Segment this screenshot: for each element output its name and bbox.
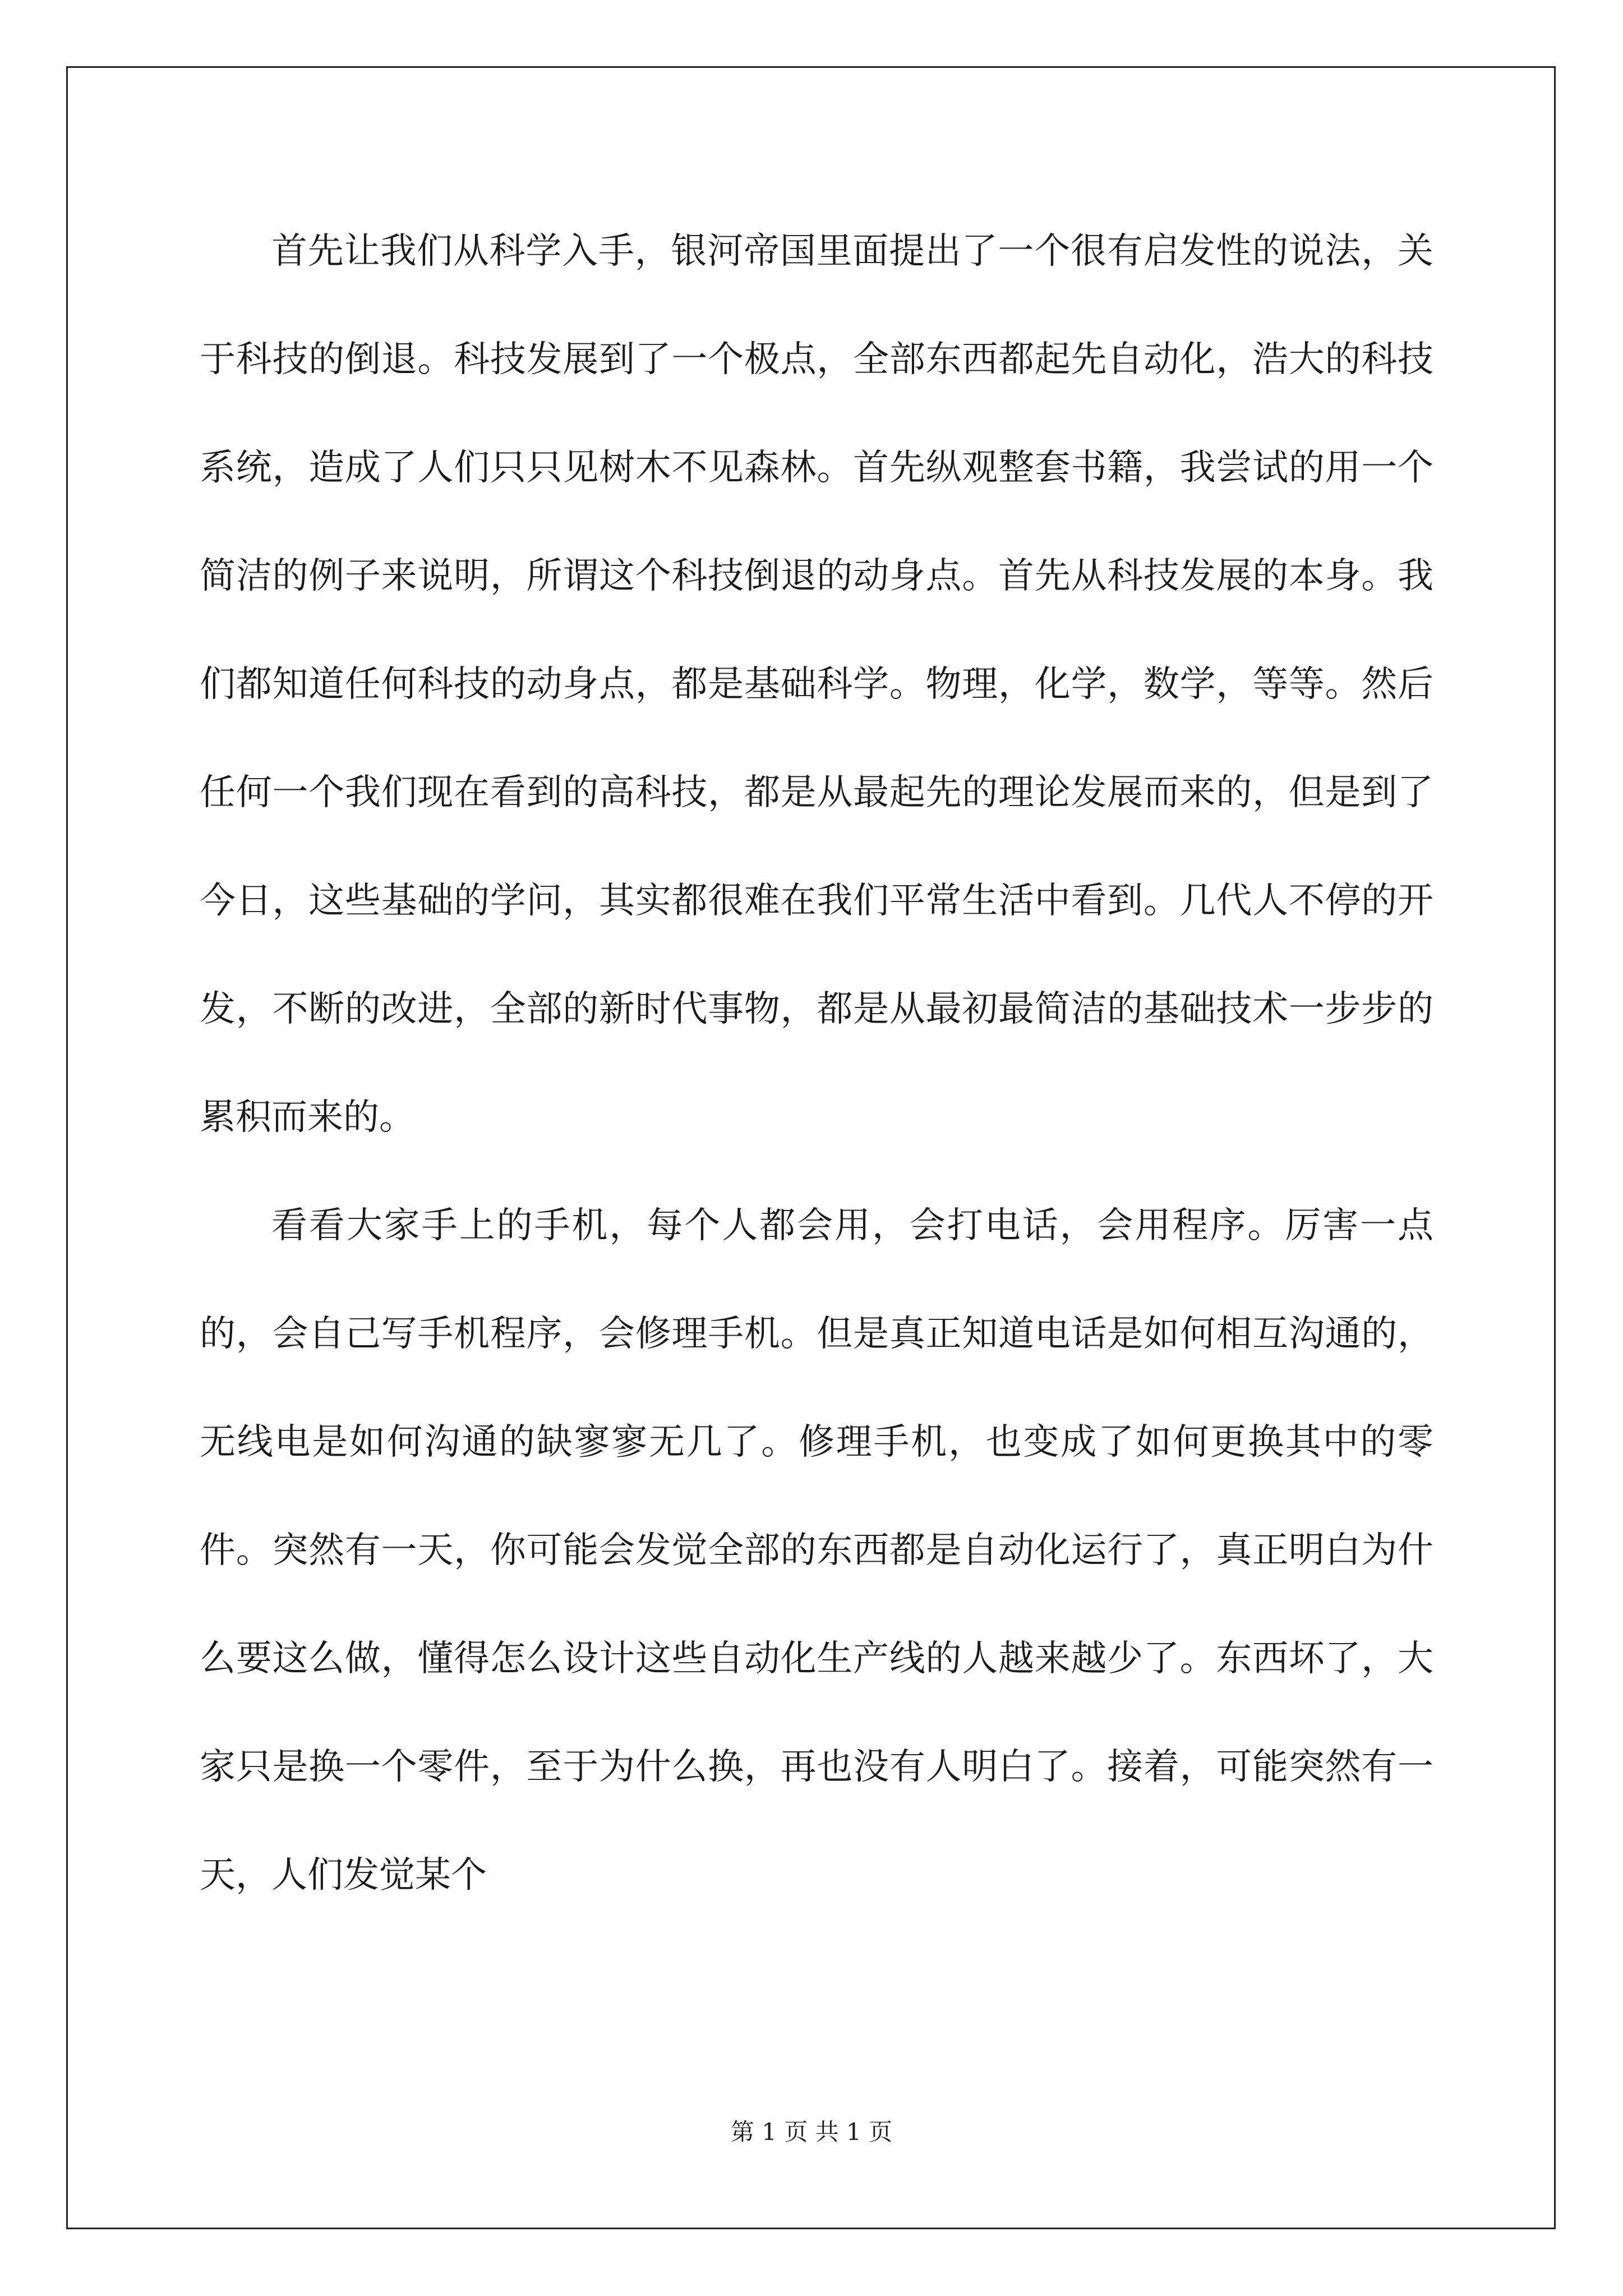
paragraph-1: 首先让我们从科学入手，银河帝国里面提出了一个很有启发性的说法，关于科技的倒退。科技发展到了一个极点，全部东西都起先自动化，浩大的科技系统，造成了人们只只见树木不见森林。首先纵观整套书籍，我尝试的用一个简洁的例子来说明，所谓这个科技倒退的动身点。首先从科技发展的本身。我们都知道任何科技的动身点，都是基础科学。物理，化学，数学，等等。然后任何一个我们现在看到的高科技，都是从最起先的理论发展而来的，但是到了今日，这些基础的学问，其实都很难在我们平常生活中看到。几代人不停的开发，不断的改进，全部的新时代事物，都是从最初最简洁的基础技术一步步的累积而来的。 [200, 231, 1433, 1138]
paragraph-2: 看看大家手上的手机，每个人都会用，会打电话，会用程序。厉害一点的，会自己写手机程序，会修理手机。但是真正知道电话是如何相互沟通的，无线电是如何沟通的缺寥寥无几了。修理手机，也变成了如何更换其中的零件。突然有一天，你可能会发觉全部的东西都是自动化运行了，真正明白为什么要这么做，懂得怎么设计这些自动化生产线的人越来越少了。东西坏了，大家只是换一个零件，至于为什么换，再也没有人明白了。接着，可能突然有一天，人们发觉某个 [200, 1205, 1433, 1896]
document-body [200, 197, 1433, 1930]
page-footer: 第 1 页 共 1 页 [730, 2118, 893, 2146]
